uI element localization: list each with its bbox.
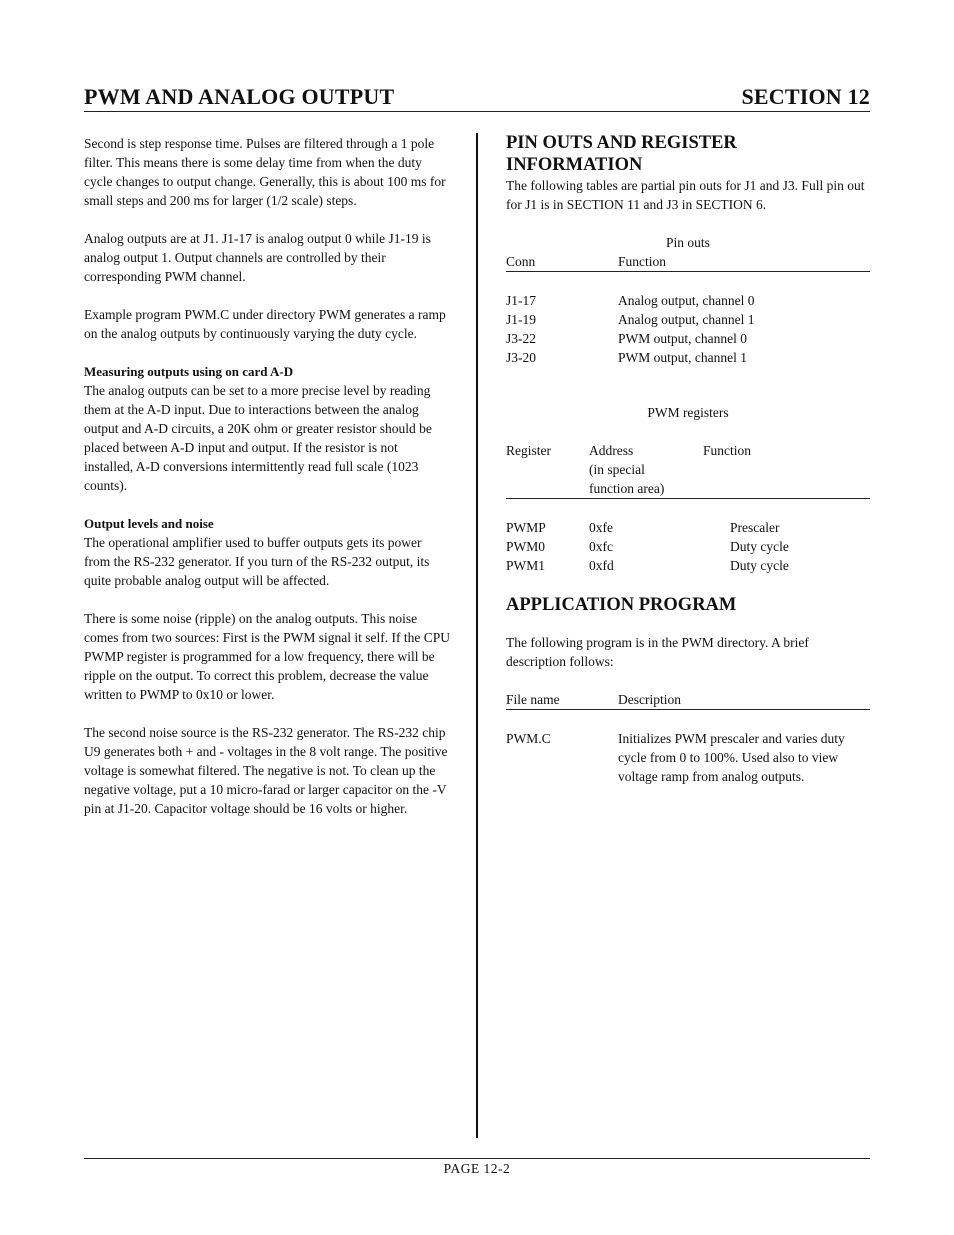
pin-table-col-conn: Conn [506, 254, 536, 269]
file-table-col-file: File name [506, 692, 560, 707]
application-intro: The following program is in the PWM directory. A brief description follows: [506, 635, 809, 669]
reg-function-cell: Prescaler [730, 520, 780, 535]
table-row [506, 310, 870, 329]
pin-conn-cell: J1-19 [506, 312, 536, 327]
paragraph-rs232-noise: The second noise source is the RS-232 generator. The RS-232 chip U9 generates both + and - voltages in the 8 volt range. The positive voltage is somewhat filtered. The negative is not. To clean up the negative voltage, put a 10 micro-farad or larger capacitor on the -V pin at J1-20. Capacitor voltage should be 16 volts or higher. [84, 725, 448, 816]
pinouts-heading [506, 132, 870, 176]
header-rule [84, 111, 870, 112]
reg-function-cell: Duty cycle [730, 539, 789, 554]
table-row [506, 556, 870, 575]
column-divider [476, 133, 478, 1138]
table-row [506, 537, 870, 556]
reg-address-cell: 0xfe [589, 520, 613, 535]
file-name-cell: PWM.C [506, 731, 551, 746]
pin-function-cell: Analog output, channel 0 [618, 293, 755, 308]
paragraph-op-amp: The operational amplifier used to buffer outputs gets its power from the RS-232 generator. If you turn of the RS-232 output, its quite probable analog output will be affected. [84, 535, 430, 588]
table-row [506, 518, 870, 537]
paragraph-noise-sources: There is some noise (ripple) on the analog outputs. This noise comes from two sources: First is the PWM signal it self. If the CPU PWMP register is programmed for a low frequency, there will be ripple on the output. To correct this problem, decrease the value written to PWMP to 0x10 or lower. [84, 611, 450, 702]
subheading-measuring-outputs: Measuring outputs using on card A-D [84, 364, 294, 379]
table-row [506, 291, 870, 310]
paragraph-example-program: Example program PWM.C under directory PWM generates a ramp on the analog outputs by continuously varying the duty cycle. [84, 307, 446, 341]
reg-table-col-address-line2: (in special [589, 462, 645, 477]
reg-function-cell: Duty cycle [730, 558, 789, 573]
reg-table-col-function: Function [703, 443, 752, 458]
right-column [506, 132, 870, 786]
pin-table-header [506, 252, 870, 271]
reg-table-col-address: Address [589, 443, 634, 458]
reg-table-header-row2 [506, 460, 870, 479]
pin-function-cell: Analog output, channel 1 [618, 312, 755, 327]
file-table-col-desc: Description [618, 692, 681, 707]
reg-table-col-address-line3: function area) [589, 481, 665, 496]
left-column [84, 134, 450, 837]
reg-register-cell: PWM0 [506, 539, 546, 554]
subheading-output-levels: Output levels and noise [84, 516, 214, 531]
reg-table-header-row3 [506, 479, 870, 498]
footer-rule [84, 1158, 870, 1159]
paragraph-measuring-outputs: The analog outputs can be set to a more precise level by reading them at the A-D input. Due to interactions between the analog output and A-D circuits, a 20K ohm or greater resistor should be placed between A-D input and output. If the resistor is not installed, A-D conversions intermittently read full scale (1023 counts). [84, 383, 432, 493]
file-table-header [506, 690, 870, 709]
file-desc-cell: Initializes PWM prescaler and varies duty cycle from 0 to 100%. Used also to view voltage ramp from analog outputs. [618, 731, 845, 784]
table-row [506, 348, 870, 367]
pinouts-heading-line2: INFORMATION [506, 155, 643, 175]
table-row [506, 729, 870, 786]
pin-function-cell: PWM output, channel 1 [618, 350, 747, 365]
page-number: PAGE 12-2 [443, 1161, 511, 1176]
section-number: SECTION 12 [741, 84, 870, 109]
pinouts-heading-line1: PIN OUTS AND REGISTER [506, 133, 737, 153]
reg-address-cell: 0xfc [589, 539, 613, 554]
paragraph-analog-outputs: Analog outputs are at J1. J1-17 is analog output 0 while J1-19 is analog output 1. Output channels are controlled by their corresponding PWM channel. [84, 231, 431, 284]
reg-register-cell: PWMP [506, 520, 546, 535]
pin-conn-cell: J3-22 [506, 331, 536, 346]
pin-conn-cell: J1-17 [506, 293, 536, 308]
reg-table-col-register: Register [506, 443, 551, 458]
table-row [506, 329, 870, 348]
reg-address-cell: 0xfd [589, 558, 614, 573]
section-title: PWM AND ANALOG OUTPUT [84, 84, 395, 109]
pin-function-cell: PWM output, channel 0 [618, 331, 747, 346]
application-heading: APPLICATION PROGRAM [506, 595, 737, 615]
reg-table-header-row1 [506, 441, 870, 460]
pin-table-caption: Pin outs [666, 235, 710, 250]
pin-conn-cell: J3-20 [506, 350, 536, 365]
pinouts-intro: The following tables are partial pin outs for J1 and J3. Full pin out for J1 is in SECTION 11 and J3 in SECTION 6. [506, 178, 865, 212]
reg-table-caption: PWM registers [647, 405, 729, 420]
pin-table-col-function: Function [618, 254, 667, 269]
reg-register-cell: PWM1 [506, 558, 546, 573]
paragraph-step-response: Second is step response time. Pulses are filtered through a 1 pole filter. This means there is some delay time from when the duty cycle changes to output change. Generally, this is about 100 ms for small steps and 200 ms for larger (1/2 scale) steps. [84, 136, 446, 208]
